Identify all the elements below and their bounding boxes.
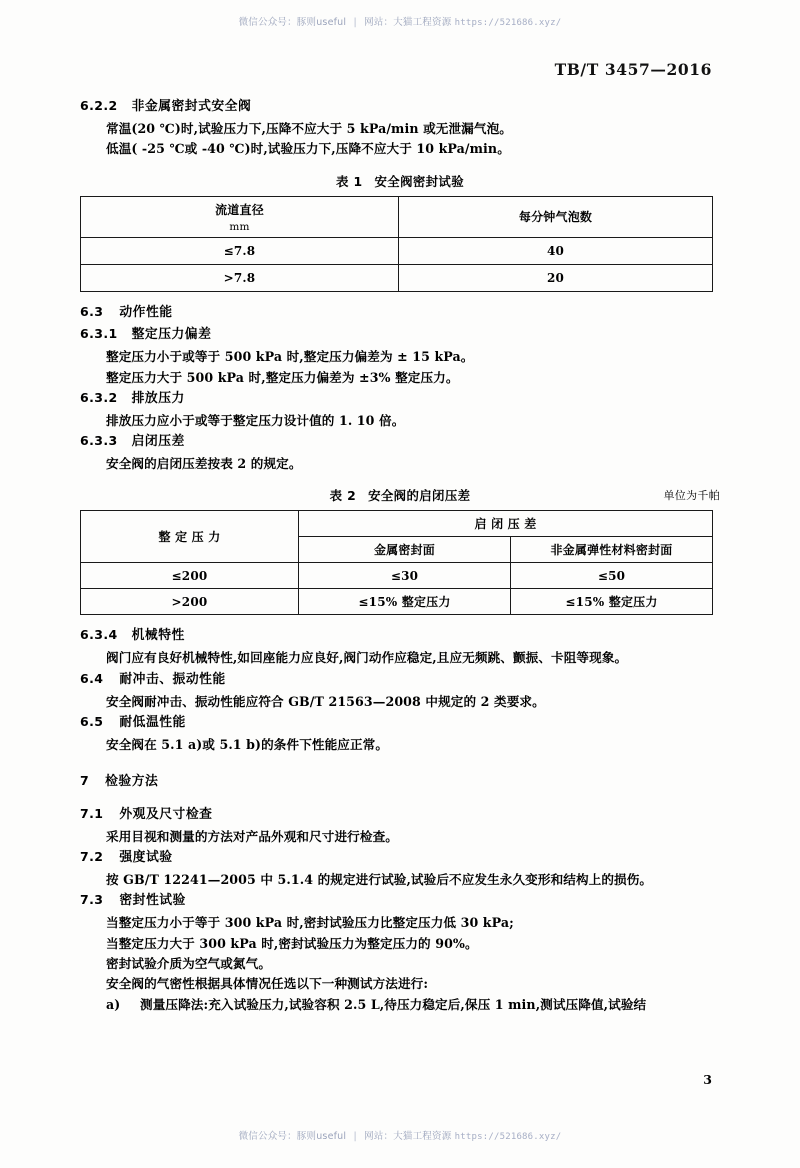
table-1-r1-diameter: >7.8 xyxy=(81,264,399,291)
heading-6-3-number: 6.3 xyxy=(80,303,104,319)
heading-6-4-number: 6.4 xyxy=(80,670,104,686)
paragraph-6-3-2-1: 排放压力应小于或等于整定压力设计值的 1. 10 倍。 xyxy=(106,412,405,428)
paragraph-7-1-1: 采用目视和测量的方法对产品外观和尺寸进行检查。 xyxy=(106,828,398,844)
heading-7-1-title: 外观及尺寸检查 xyxy=(119,806,213,822)
heading-6-3-2-number: 6.3.2 xyxy=(80,390,118,406)
watermark-account: 微信公众号：豚则useful xyxy=(238,17,347,28)
watermark-top xyxy=(0,14,800,28)
section-spacer xyxy=(80,794,720,804)
section-spacer xyxy=(80,755,720,771)
heading-7-3-number: 7.3 xyxy=(80,892,104,908)
watermark-separator: | xyxy=(353,17,357,28)
table-2-caption-title: 安全阀的启闭压差 xyxy=(368,488,471,504)
heading-6-3-1 xyxy=(80,324,720,345)
table-row xyxy=(81,264,713,291)
heading-6-4 xyxy=(80,669,720,690)
heading-6-3 xyxy=(80,302,720,323)
paragraph-7-3-4: 安全阀的气密性根据具体情况任选以下一种测试方法进行: xyxy=(106,976,429,992)
list-item-a xyxy=(106,995,720,1015)
paragraph-6-5-1: 安全阀在 5.1 a)或 5.1 b)的条件下性能应正常。 xyxy=(106,736,389,752)
heading-6-3-2-title: 排放压力 xyxy=(131,391,185,407)
heading-6-3-1-title: 整定压力偏差 xyxy=(131,327,212,343)
paragraph-6-3-1-2: 整定压力大于 500 kPa 时,整定压力偏差为 ±3% 整定压力。 xyxy=(106,369,459,385)
heading-6-3-3 xyxy=(80,431,720,452)
heading-7-2-title: 强度试验 xyxy=(119,850,173,866)
heading-6-3-2 xyxy=(80,388,720,409)
watermark-url: https://521686.xyz/ xyxy=(454,1132,562,1142)
table-1-header-row xyxy=(81,196,713,237)
paragraph-6-2-2-1: 常温(20 ℃)时,试验压力下,压降不应大于 5 kPa/min 或无泄漏气泡。 xyxy=(106,120,512,136)
heading-6-2-2-number: 6.2.2 xyxy=(80,98,118,113)
watermark-account: 微信公众号：豚则useful xyxy=(238,1131,347,1142)
table-1-header-diameter xyxy=(81,196,399,237)
table-1-r0-bubbles: 40 xyxy=(399,237,713,264)
heading-6-2-2-title: 非金属密封式安全阀 xyxy=(131,99,252,114)
heading-6-2-2 xyxy=(80,96,720,117)
table-1 xyxy=(80,196,713,292)
heading-7 xyxy=(80,771,720,792)
watermark-separator: | xyxy=(353,1131,357,1142)
table-2-header-setpoint: 整 定 压 力 xyxy=(81,511,299,563)
heading-6-5 xyxy=(80,712,720,733)
paragraph-7-3-1: 当整定压力小于等于 300 kPa 时,密封试验压力比整定压力低 30 kPa; xyxy=(106,915,514,931)
watermark-site: 网站：大猫工程资源 xyxy=(364,1131,452,1142)
table-2-r1-nonmetal: ≤15% 整定压力 xyxy=(511,589,713,615)
paragraph-7-3-3: 密封试验介质为空气或氮气。 xyxy=(106,956,272,972)
paragraph-6-3-4-1: 阀门应有良好机械特性,如回座能力应良好,阀门动作应稳定,且应无频跳、颤振、卡阻等现象。 xyxy=(106,650,628,666)
heading-7-1 xyxy=(80,804,720,825)
table-2-r0-setpoint: ≤200 xyxy=(81,563,299,589)
heading-6-5-title: 耐低温性能 xyxy=(119,714,186,730)
heading-7-3 xyxy=(80,890,720,911)
paragraph-6-3-3-1: 安全阀的启闭压差按表 2 的规定。 xyxy=(106,456,302,472)
table-2-header-metal: 金属密封面 xyxy=(299,537,511,563)
heading-6-3-3-title: 启闭压差 xyxy=(131,434,185,450)
paragraph-6-4-1: 安全阀耐冲击、振动性能应符合 GB/T 21563—2008 中规定的 2 类要求。 xyxy=(106,693,545,709)
table-2-caption xyxy=(80,486,720,504)
table-row xyxy=(81,563,713,589)
table-2-header-row-1 xyxy=(81,511,713,537)
paragraph-7-2-1: 按 GB/T 12241—2005 中 5.1.4 的规定进行试验,试验后不应发生永久变形和结构上的损伤。 xyxy=(106,872,653,888)
table-2-r1-setpoint: >200 xyxy=(81,589,299,615)
table-2-header-nonmetal: 非金属弹性材料密封面 xyxy=(511,537,713,563)
heading-7-2 xyxy=(80,847,720,868)
watermark-url: https://521686.xyz/ xyxy=(454,18,562,28)
table-2-header-group: 启 闭 压 差 xyxy=(299,511,713,537)
heading-6-4-title: 耐冲击、振动性能 xyxy=(119,671,226,687)
watermark-bottom xyxy=(0,1128,800,1142)
table-1-header-diameter-unit: mm xyxy=(229,220,250,233)
table-1-header-bubbles: 每分钟气泡数 xyxy=(399,196,713,237)
table-2-r0-metal: ≤30 xyxy=(299,563,511,589)
table-row xyxy=(81,589,713,615)
heading-6-3-3-number: 6.3.3 xyxy=(80,433,118,449)
table-1-caption-title: 安全阀密封试验 xyxy=(374,173,465,189)
table-1-header-diameter-label: 流道直径 xyxy=(215,202,264,217)
paragraph-6-2-2-2: 低温( -25 ℃或 -40 ℃)时,试验压力下,压降不应大于 10 kPa/min。 xyxy=(106,141,510,157)
heading-6-3-4 xyxy=(80,625,720,646)
table-2 xyxy=(80,510,713,615)
heading-7-3-title: 密封性试验 xyxy=(119,893,186,909)
table-2-caption-number: 表 2 xyxy=(329,488,357,504)
heading-6-3-4-number: 6.3.4 xyxy=(80,627,118,643)
table-2-unit-note: 单位为千帕 xyxy=(663,489,720,503)
table-2-r0-nonmetal: ≤50 xyxy=(511,563,713,589)
list-item-a-label: a) xyxy=(106,996,121,1012)
table-1-caption-number: 表 1 xyxy=(335,173,363,189)
heading-7-title: 检验方法 xyxy=(105,774,159,790)
document-body xyxy=(80,96,720,1015)
watermark-site: 网站：大猫工程资源 xyxy=(364,17,452,28)
list-item-a-text: 测量压降法:充入试验压力,试验容积 2.5 L,待压力稳定后,保压 1 min,测试压降值,试验结 xyxy=(140,996,647,1012)
heading-6-3-4-title: 机械特性 xyxy=(131,628,185,644)
table-1-r1-bubbles: 20 xyxy=(399,264,713,291)
table-1-wrapper xyxy=(80,172,720,292)
page-number: 3 xyxy=(703,1072,712,1087)
heading-7-1-number: 7.1 xyxy=(80,805,104,821)
heading-6-5-number: 6.5 xyxy=(80,713,104,729)
heading-6-3-title: 动作性能 xyxy=(119,304,173,320)
heading-7-number: 7 xyxy=(80,773,90,789)
table-1-caption xyxy=(80,172,720,190)
table-2-r1-metal: ≤15% 整定压力 xyxy=(299,589,511,615)
heading-6-3-1-number: 6.3.1 xyxy=(80,326,118,342)
table-1-r0-diameter: ≤7.8 xyxy=(81,237,399,264)
table-row xyxy=(81,237,713,264)
standard-code-header: TB/T 3457—2016 xyxy=(554,60,712,79)
paragraph-6-3-1-1: 整定压力小于或等于 500 kPa 时,整定压力偏差为 ± 15 kPa。 xyxy=(106,349,474,365)
table-2-wrapper xyxy=(80,486,720,615)
heading-7-2-number: 7.2 xyxy=(80,849,104,865)
paragraph-7-3-2: 当整定压力大于 300 kPa 时,密封试验压力为整定压力的 90%。 xyxy=(106,935,478,951)
